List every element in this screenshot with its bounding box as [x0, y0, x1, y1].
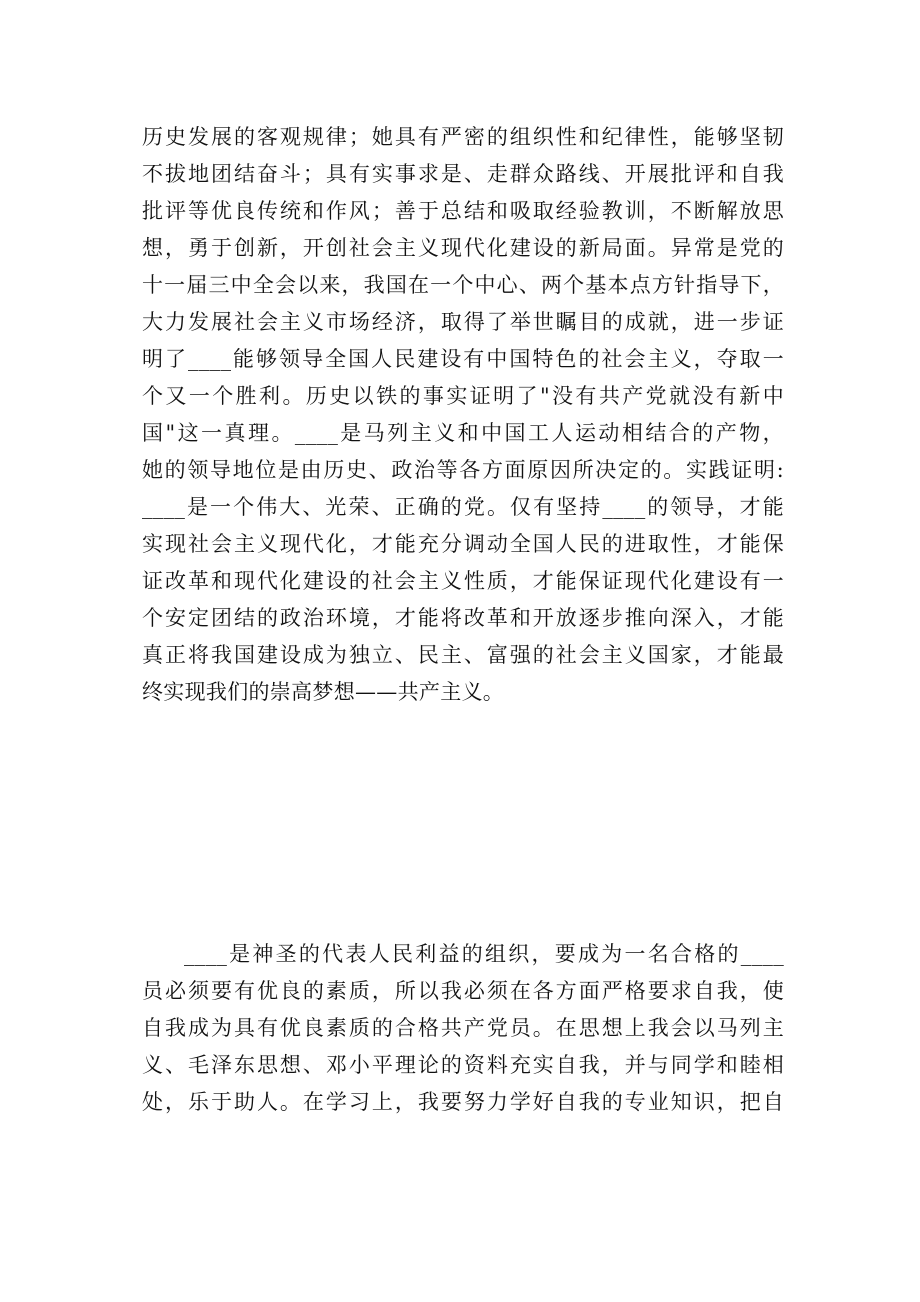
text-line: 实现社会主义现代化，才能充分调动全国人民的进取性，才能保 — [142, 532, 784, 556]
text-line: 真正将我国建设成为独立、民主、富强的社会主义国家，才能最 — [142, 643, 784, 667]
text-line: 证改革和现代化建设的社会主义性质，才能保证现代化建设有一 — [142, 569, 784, 593]
text-line: 十一届三中全会以来，我国在一个中心、两个基本点方针指导下， — [142, 273, 784, 297]
text-line: ____是神圣的代表人民利益的组织，要成为一名合格的____ — [184, 942, 784, 966]
paragraph-1 — [142, 119, 784, 711]
text-line: 国"这一真理。____是马列主义和中国工人运动相结合的产物， — [142, 421, 784, 445]
paragraph-2 — [142, 936, 784, 1121]
text-line: 不拔地团结奋斗；具有实事求是、走群众路线、开展批评和自我 — [142, 162, 784, 186]
text-line: 自我成为具有优良素质的合格共产党员。在思想上我会以马列主 — [142, 1016, 784, 1040]
text-line: 想，勇于创新，开创社会主义现代化建设的新局面。异常是党的 — [142, 236, 784, 260]
text-line: 她的领导地位是由历史、政治等各方面原因所决定的。实践证明: — [142, 458, 784, 482]
text-line: 批评等优良传统和作风；善于总结和吸取经验教训，不断解放思 — [142, 199, 784, 223]
text-line: 大力发展社会主义市场经济，取得了举世瞩目的成就，进一步证 — [142, 310, 784, 334]
text-line: 处，乐于助人。在学习上，我要努力学好自我的专业知识，把自 — [142, 1090, 784, 1114]
text-line: 员必须要有优良的素质，所以我必须在各方面严格要求自我，使 — [142, 979, 784, 1003]
text-line: 义、毛泽东思想、邓小平理论的资料充实自我，并与同学和睦相 — [142, 1053, 784, 1077]
text-line: 个又一个胜利。历史以铁的事实证明了"没有共产党就没有新中 — [142, 384, 784, 408]
text-line: 个安定团结的政治环境，才能将改革和开放逐步推向深入，才能 — [142, 606, 784, 630]
text-line: 终实现我们的崇高梦想——共产主义。 — [142, 680, 505, 704]
text-line: 明了____能够领导全国人民建设有中国特色的社会主义，夺取一 — [142, 347, 784, 371]
text-line: ____是一个伟大、光荣、正确的党。仅有坚持____的领导，才能 — [142, 495, 784, 519]
text-line: 历史发展的客观规律；她具有严密的组织性和纪律性，能够坚韧 — [142, 125, 784, 149]
